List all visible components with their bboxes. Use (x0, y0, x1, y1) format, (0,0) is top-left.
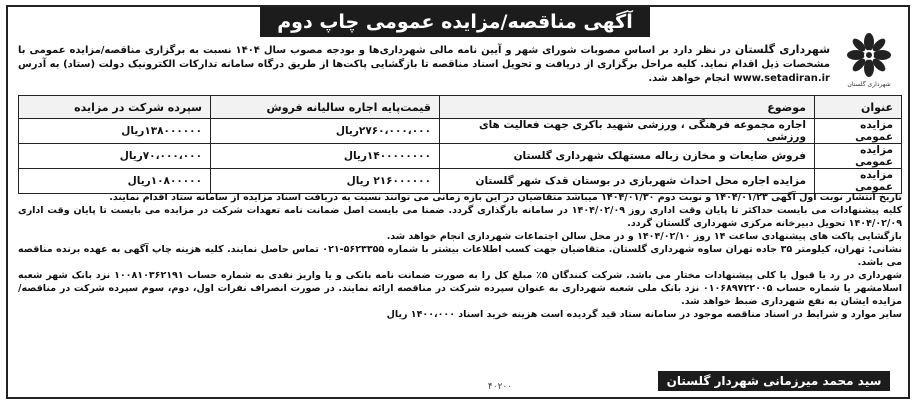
notice-title-banner: آگهی مناقصه/مزایده عمومی چاپ دوم (260, 7, 650, 37)
row-deposit: ۷۰،۰۰۰،۰۰۰ریال (19, 144, 211, 169)
header-title: عنوان (815, 96, 902, 119)
publication-dates-line: تاریخ انتشار نوبت اول آگهی ۱۴۰۴/۰۱/۲۳ و نوبت دوم ۱۴۰۴/۰۱/۳۰ میباشد متقاضیان در این بازه زمانی می توانند نسبت به دریافت اسناد مزایده از سامانه ستاد اقدام نمایند. (109, 192, 902, 203)
notice-code: ۴۰۲۰۰ (487, 382, 513, 392)
table-header-row (19, 96, 902, 119)
row-deposit: ۱۳۸۰۰۰۰۰۰ریال (19, 119, 211, 144)
row-subject: اجاره مجموعه فرهنگی ، ورزشی شهید باکری جهت فعالیت های ورزشی (440, 119, 815, 144)
logo-caption: شهرداری گلستان (847, 81, 891, 88)
mayor-signature: سید محمد میرزمانی شهردار گلستان (658, 371, 890, 391)
document-fee-line: سایر موارد و شرایط در اسناد مناقصه موجود در سامانه ستاد قید گردیده است هزینه خرید اسناد ۱۴۰۰،۰۰۰ ریال (386, 309, 902, 320)
intro-paragraph (18, 43, 830, 86)
header-deposit: سپرده شرکت در مزایده (19, 96, 211, 119)
intro-text: در نظر دارد بر اساس مصوبات شورای شهر و آیین نامه مالی شهرداری‌ها و بودجه مصوب سال ۱۴۰۴ نسبت به برگزاری مناقصه/مزایده عمومی با مشخصات ذیل اقدام نماید. کلیه مراحل برگزاری از دریافت و تحویل اسناد مناقصه تا بازگشایی پاکت‌ها از طریق درگاه سامانه تدارکات الکترونیک دولت (ستاد) به آدرس www.setadiran.ir انجام خواهد شد. (18, 45, 830, 84)
header-base-price: قیمت‌پایه اجاره سالیانه فروش (211, 96, 440, 119)
row-subject: مزایده اجاره محل احداث شهربازی در بوستان قدک شهر گلستان (440, 169, 815, 194)
row-deposit: ۱۰۸۰۰۰۰۰ریال (19, 169, 211, 194)
deposit-terms-line: شهرداری در رد یا قبول یا کلی پیشنهادات مختار می باشد. شرکت کنندگان ۵٪ مبلغ کل را به صورت ضمانت نامه بانکی و یا واریز نقدی به شماره حساب ۱۰۰۸۱۰۳۶۲۱۹۱ نزد بانک شهر شعبه اسلامشهر یا شماره حساب ۰۱۰۶۸۹۷۲۲۰۰۵ نزد بانک ملی شعبه شهرداری به عنوان سپرده شرکت در مناقصه ارائه نمایند. در صورت انصراف نفرات اول، دوم، سوم سپرده شرکت در مناقصه/مزایده ایشان به نفع شهرداری ضبط خواهد شد. (18, 270, 903, 307)
row-base-price: ۲۷۶۰،۰۰۰،۰۰۰ریال (211, 119, 440, 144)
table-row (19, 119, 902, 144)
flower-emblem-icon (847, 33, 891, 77)
organization-name: شهرداری گلستان (734, 43, 831, 56)
submission-deadline-line: کلیه پیشنهادات می بایست حداکثر تا پایان وقت اداری روز ۱۴۰۴/۰۲/۰۹ در سامانه بارگذاری گردد. ضمنا می بایست اصل ضمانت نامه تعهدات شرکت در مزایده می بایست تا پایان وقت اداری ۱۴۰۴/۰۲/۰۹ تحویل دبیرخانه مرکزی شهرداری گلستان گردد. (18, 205, 903, 229)
row-base-price: ۱۴۰۰۰۰۰۰۰۰ریال (211, 144, 440, 169)
conditions-text (18, 191, 902, 321)
table-row (19, 169, 902, 194)
tender-items-table (18, 95, 902, 194)
row-title: مزایده عمومی (815, 169, 902, 194)
row-subject: فروش ضایعات و مخازن زباله مستهلک شهرداری گلستان (440, 144, 815, 169)
notice-frame (6, 5, 910, 399)
municipality-logo (838, 33, 900, 93)
header-subject: موضوع (440, 96, 815, 119)
row-title: مزایده عمومی (815, 144, 902, 169)
table-row (19, 144, 902, 169)
address-contact-line: نشانی: تهران، کیلومتر ۳۵ جاده تهران ساوه شهرداری گلستان. متقاضیان جهت کسب اطلاعات بیشتر با شماره ۵۶۲۳۳۵۵-۰۲۱ تماس حاصل نمایند. کلیه هزینه چاپ آگهی به عهده برنده مناقصه می باشد. (18, 244, 902, 268)
opening-session-line: بازگشایی پاکت های پیشنهادی ساعت ۱۴ روز ۱۴۰۴/۰۲/۱۰ و در محل سالن اجتماعات شهرداری انجام خواهد شد. (386, 231, 902, 242)
row-base-price: ۲۱۶۰۰۰۰۰۰ ریال (211, 169, 440, 194)
row-title: مزایده عمومی (815, 119, 902, 144)
